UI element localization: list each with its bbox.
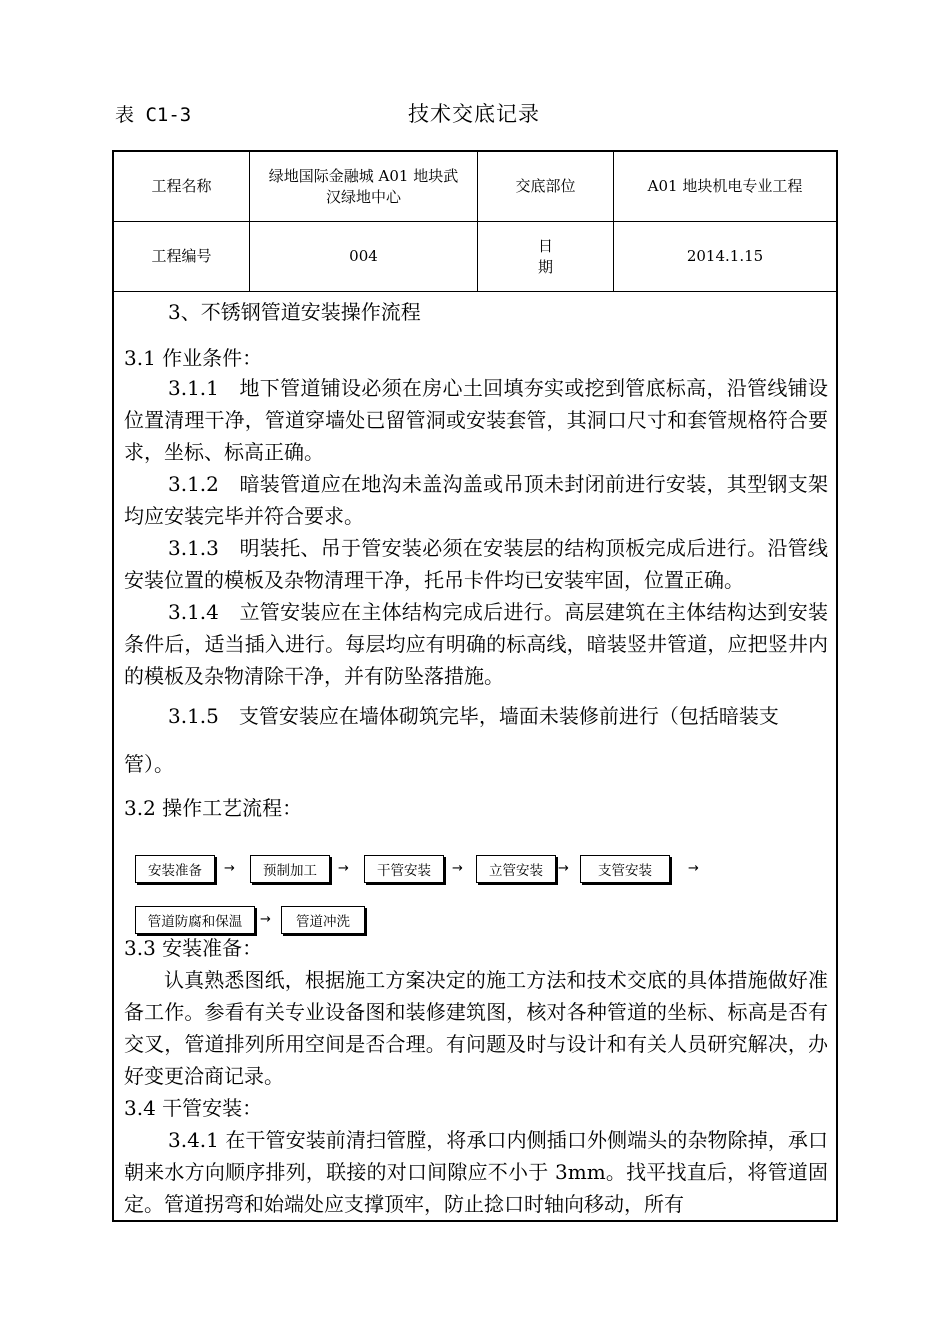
flow-step-anticorrosion: 管道防腐和保温 xyxy=(135,906,255,934)
value-handover-part: A01 地块机电专业工程 xyxy=(647,177,803,195)
form-code: 表 C1-3 xyxy=(115,104,192,126)
flow-arrow: → xyxy=(452,861,463,876)
value-date: 2014.1.15 xyxy=(686,247,764,265)
flow-arrow: → xyxy=(260,912,271,927)
flow-arrow: → xyxy=(338,861,349,876)
label-project-name: 工程名称 xyxy=(114,152,250,221)
flow-arrow: → xyxy=(688,861,699,876)
subsection-title-3-4: 3.4 干管安装： xyxy=(124,1096,263,1120)
content-area xyxy=(114,292,836,1220)
section-title: 3、不锈钢管道安装操作流程 xyxy=(168,300,421,324)
paragraph-3-1-2: 3.1.2 暗装管道应在地沟未盖沟盖或吊顶未封闭前进行安装，其型钢支架均应安装完毕并符合要求。 xyxy=(124,472,828,528)
value-project-number: 004 xyxy=(250,222,478,291)
paragraph-3-4-1: 3.4.1 在干管安装前清扫管膛，将承口内侧插口外侧端头的杂物除掉，承口朝来水方向顺序排列，联接的对口间隙应不小于 3mm。找平找直后，将管道固定。管道拐弯和始端处应支撑顶牢，防止捻口时轴向移动，所有 xyxy=(124,1128,828,1216)
label-handover-part: 交底部位 xyxy=(478,152,614,221)
subsection-title-3-2: 3.2 操作工艺流程： xyxy=(124,796,303,820)
value-project-name: 绿地国际金融城 A01 地块武汉绿地中心 xyxy=(250,152,478,221)
header-row-number xyxy=(114,222,836,292)
record-form xyxy=(112,150,838,1222)
flow-step-prefabrication: 预制加工 xyxy=(250,855,330,883)
paragraph-3-1-4: 3.1.4 立管安装应在主体结构完成后进行。高层建筑在主体结构达到安装条件后，适当插入进行。每层均应有明确的标高线，暗装竖井管道，应把竖井内的模板及杂物清除干净，并有防坠落措施。 xyxy=(124,600,828,688)
label-date: 日 期 xyxy=(478,222,614,291)
header-row-project xyxy=(114,152,836,222)
subsection-title-3-1: 3.1 作业条件： xyxy=(124,346,263,370)
flow-step-flushing: 管道冲洗 xyxy=(281,906,365,934)
paragraph-3-1-1: 3.1.1 地下管道铺设必须在房心土回填夯实或挖到管底标高，沿管线铺设位置清理干净，管道穿墙处已留管洞或安装套管，其洞口尺寸和套管规格符合要求，坐标、标高正确。 xyxy=(124,376,828,464)
flow-step-riser: 立管安装 xyxy=(476,855,556,883)
flow-step-main-pipe: 干管安装 xyxy=(364,855,444,883)
paragraph-3-1-5-line1: 3.1.5 支管安装应在墙体砌筑完毕，墙面未装修前进行（包括暗装支 xyxy=(168,704,779,728)
label-project-number: 工程编号 xyxy=(114,222,250,291)
flow-step-branch: 支管安装 xyxy=(580,855,670,883)
flow-arrow: → xyxy=(224,861,235,876)
flow-arrow: → xyxy=(558,861,569,876)
paragraph-3-1-3: 3.1.3 明装托、吊于管安装必须在安装层的结构顶板完成后进行。沿管线安装位置的模板及杂物清理干净，托吊卡件均已安装牢固，位置正确。 xyxy=(124,536,828,592)
flow-step-preparation: 安装准备 xyxy=(135,855,215,883)
subsection-title-3-3: 3.3 安装准备： xyxy=(124,936,263,960)
document-title: 技术交底记录 xyxy=(408,102,540,126)
paragraph-3-1-5-line2: 管）。 xyxy=(124,752,174,776)
paragraph-3-3: 认真熟悉图纸，根据施工方案决定的施工方法和技术交底的具体措施做好准备工作。参看有关专业设备图和装修建筑图，核对各种管道的坐标、标高是否有交叉，管道排列所用空间是否合理。有问题及时与设计和有关人员研究解决，办好变更洽商记录。 xyxy=(124,968,828,1088)
